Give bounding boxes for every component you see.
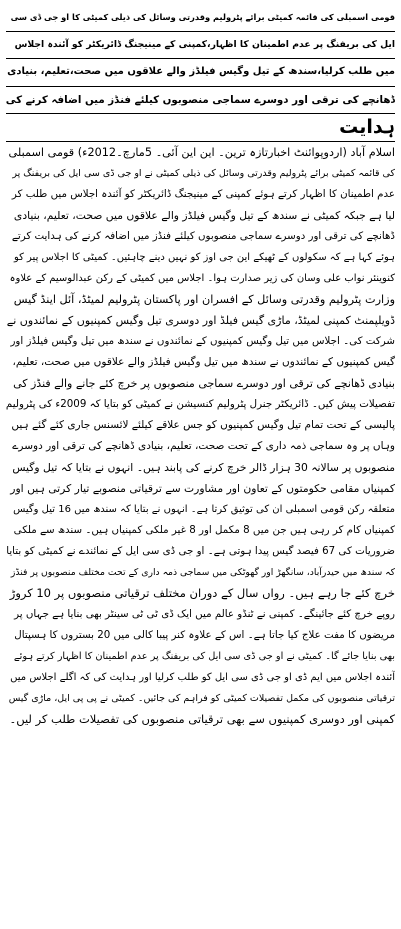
body-line: روپے خرچ کئے جائینگے۔ کمپنی نے ٹنڈو عالم میں ایک ڈی ٹی ٹی سینٹر بھی بنایا ہے جہاں پر — [14, 607, 395, 620]
body-line: آئندہ اجلاس میں ایم ڈی او جی ڈی سی ایل کو طلب کرلیا اور ہدایت کی کہ اگلے اجلاس میں — [10, 671, 395, 683]
body-line: مریضوں کا مفت علاج کیا جاتا ہے۔ اس کے علاوہ کنر پیبا کالی میں 20 بستروں کا ہسپتال — [14, 628, 395, 641]
headline-line: قومی اسمبلی کی قائمہ کمیٹی برائے پٹرولیم وقدرتی وسائل کی ذیلی کمیٹی کا او جی ڈی سی — [6, 4, 395, 32]
body-line: خرچ کئے جا رہے ہیں۔ رواں سال کے دوران مختلف ترقیاتی منصوبوں پر 10 کروڑ — [9, 585, 395, 600]
body-line: پالیسی کے تحت تمام تیل وگیس کمپنیوں کو جس علاقے کیلئے لائسنس جاری کئے گئے ہیں — [11, 418, 395, 431]
body-line: بنیادی ڈھانچے کی ترقی اور دوسرے سماجی منصوبوں پر خرچ کئے جانے والے فنڈز کی — [13, 376, 395, 390]
headline-line: ایل کی بریفنگ پر عدم اطمینان کا اظہار،کمپنی کے مینیجنگ ڈائریکٹر کو آئندہ اجلاس — [6, 32, 395, 60]
body-line: کہ سندھ میں حیدرآباد، سانگھڑ اور گھوٹکی میں سماجی ذمہ داری کے تحت مختلف منصوبوں پر فنڈز — [10, 566, 395, 578]
body-line: وہاں پر وہ سماجی ذمہ داری کے تحت صحت، تعلیم، بنیادی ڈھانچے کی ترقی اور دوسرے — [12, 439, 395, 452]
body-line: وزارت پٹرولیم وقدرتی وسائل کے افسران اور پاکستان پٹرولیم لمیٹڈ، آئل اینڈ گیس — [13, 292, 395, 306]
body-line: گیس کمپنیوں کے نمائندوں نے سندھ میں تیل وگیس فیلڈز والے علاقوں میں صحت، تعلیم، — [12, 355, 395, 368]
article-body — [6, 142, 395, 730]
body-line: کی قائمہ کمیٹی برائے پٹرولیم وقدرتی وسائل کی ذیلی کمیٹی نے او جی ڈی سی ایل کی بریفنگ پر — [12, 167, 395, 179]
body-line: ضروریات کی 67 فیصد گیس پیدا ہوتی ہے۔ او جی ڈی سی ایل کے نمائندے نے کمیٹی کو بتایا — [6, 544, 395, 557]
body-line: تفصیلات پیش کیں۔ ڈائریکٹر جنرل پٹرولیم کنسیشن نے کمیٹی کو بتایا کہ 2009ء کی پٹرولیم — [6, 397, 395, 410]
body-line: کمپنیاں کام کر رہی ہیں جن میں 8 مکمل اور 8 غیر ملکی کمپنیاں ہیں۔ سندھ سے ملکی — [13, 523, 395, 536]
body-line: ڈھانچے کی ترقی اور دوسرے سماجی منصوبوں کیلئے فنڈز میں اضافہ کرنے کی ہدایت کرتے — [11, 229, 395, 242]
body-line: ہوئے کہا ہے کہ سکولوں کے ٹھیکے این جی اوز کو نہیں دینے چاہئیں۔ کمیٹی کا اجلاس پیر کو — [13, 251, 395, 263]
headline-line: ہدایت — [6, 114, 395, 142]
body-line: لیا ہے جبکہ کمیٹی نے سندھ کے تیل وگیس فیلڈز والے علاقوں میں صحت، تعلیم، بنیادی — [13, 208, 395, 222]
body-line: ڈویلپمنٹ کمپنی لمیٹڈ، ماڑی گیس فیلڈ اور دوسری تیل وگیس کمپنیوں کے نمائندوں نے — [6, 313, 395, 327]
body-line: متعلقہ رکن قومی اسمبلی ان کی توثیق کرتا ہے۔ انہوں نے بتایا کہ سندھ میں 16 تیل وگیس — [13, 503, 395, 515]
body-line: شرکت کی۔ اجلاس میں تیل وگیس کمپنیوں کے نمائندوں نے سندھ میں تیل وگیس فیلڈز اور — [10, 334, 395, 347]
body-line: منصوبوں پر سالانہ 30 ہزار ڈالر خرچ کرنے کی پابند ہیں۔ انہوں نے بتایا کہ تیل وگیس — [12, 460, 395, 474]
body-line: ترقیاتی منصوبوں کی مکمل تفصیلات کمیٹی کو فراہم کی جائیں۔ کمیٹی نے پی پی ایل، ماڑی گیس — [8, 692, 395, 704]
headline-line: میں طلب کرلیا،سندھ کے تیل وگیس فیلڈز والے علاقوں میں صحت،تعلیم، بنیادی — [6, 59, 395, 87]
body-line: کمپنیاں مقامی حکومتوں کے تعاون اور مشاورت سے ترقیاتی منصوبے تیار کرتی ہیں اور — [10, 481, 395, 495]
headline — [6, 4, 395, 142]
body-line: بھی بنایا جائے گا۔ کمیٹی نے او جی ڈی سی ایل کی بریفنگ پر عدم اطمینان کا اظہار کرتے ہوئے — [13, 650, 395, 662]
body-line: کمپنی اور دوسری کمپنیوں سے بھی ترقیاتی منصوبوں کی تفصیلات طلب کر لیں۔ — [9, 711, 395, 726]
body-line: کنوینئر نواب علی وسان کی زیر صدارت ہوا۔ اجلاس میں کمیٹی کے رکن عبدالوسیم کے علاوہ — [9, 272, 395, 284]
body-line: اسلام آباد (اردوپوائنٹ اخبارتازہ ترین۔ این این آئی۔ 5مارچ۔2012ء) قومی اسمبلی — [8, 145, 395, 159]
body-line: عدم اطمینان کا اظہار کرتے ہوئے کمپنی کے مینیجنگ ڈائریکٹر کو آئندہ اجلاس میں طلب کر — [11, 187, 395, 200]
headline-line: ڈھانچے کی ترقی اور دوسرے سماجی منصوبوں کیلئے فنڈز میں اضافہ کرنے کی — [6, 87, 395, 115]
